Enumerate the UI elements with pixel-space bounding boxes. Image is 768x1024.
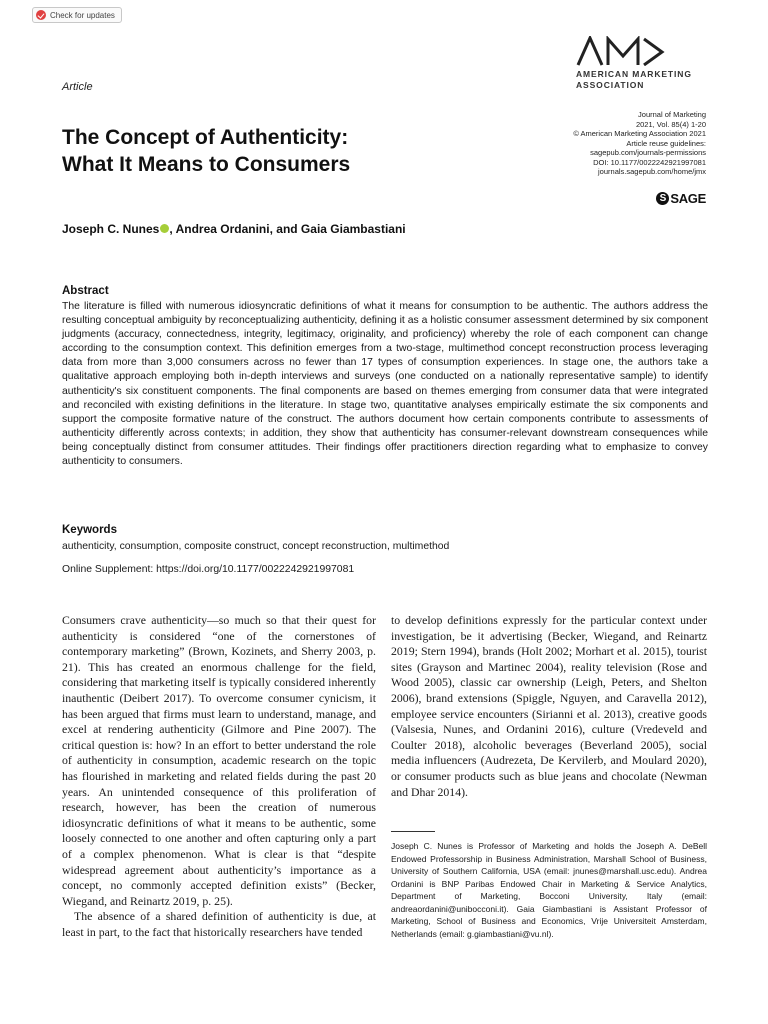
keywords-heading: Keywords [62, 524, 117, 536]
ama-logo-mark-icon [576, 36, 666, 66]
journal-copyright: © American Marketing Association 2021 [573, 129, 706, 138]
orcid-icon[interactable] [160, 224, 169, 233]
keywords-text: authenticity, consumption, composite construct, concept reconstruction, multimethod [62, 541, 450, 552]
body-paragraph: to develop definitions expressly for the particular context under investigation, be it advertising (Becker, Wiegand, and Reinartz 2019; Stern 1994), brands (Holt 2002; Morhart et al. 2015), tourist sites (Grayson and Martinec 2004), reality television (Rose and Wood 2005), classic car ownership (Leigh, Peters, and Shelton 2006), brand extensions (Spiggle, Nguyen, and Caravella 2012), employee service encounters (Sirianni et al. 2013), creative goods (Valsesia, Nunes, and Ordanini 2016), culture (Vredeveld and Coulter 2018), alcoholic beverages (Beverland 2005), social media influencers (Audrezeta, De Kervilerb, and Moulard 2020), or consumer products such as blue jeans and chocolate (Newman and Dhar 2014). [391, 613, 707, 799]
sage-logo: S SAGE [656, 191, 706, 206]
check-for-updates-badge[interactable] [32, 7, 122, 23]
abstract-heading: Abstract [62, 285, 109, 297]
body-paragraph: The absence of a shared definition of authenticity is due, at least in part, to the fact that historically researchers have tended [62, 909, 376, 939]
page-title: The Concept of Authenticity: What It Means to Consumers [62, 126, 351, 176]
doi-link[interactable]: DOI: 10.1177/0022242921997081 [593, 157, 706, 167]
reuse-guidelines-label: Article reuse guidelines: [626, 138, 706, 148]
ama-logo [576, 36, 711, 91]
journal-info [573, 110, 706, 177]
author-others: , Andrea Ordanini, and Gaia Giambastiani [169, 222, 406, 236]
check-updates-icon [36, 10, 46, 20]
author-first: Joseph C. Nunes [62, 222, 160, 236]
permissions-link[interactable]: sagepub.com/journals-permissions [590, 148, 706, 157]
body-column-left [62, 613, 376, 940]
journal-name: Journal of Marketing [638, 110, 706, 119]
ama-org-name: AMERICAN MARKETING ASSOCIATION [576, 69, 692, 90]
body-column-right [391, 613, 707, 800]
journal-volume: 2021, Vol. 85(4) 1-20 [635, 119, 706, 129]
footnote-divider [391, 831, 435, 832]
article-type-label: Article [62, 81, 93, 93]
body-paragraph: Consumers crave authenticity—so much so that their quest for authenticity is considered “one of the cornerstones of contemporary marketing” (Brown, Kozinets, and Sherry 2003, p. 21). This has created an enormous challenge for the field, considering that marketing itself is typically considered inherently inauthentic (Deibert 2017). To overcome consumer cynicism, it has been argued that firms must learn to understand, manage, and excel at rendering authenticity (Gilmore and Pine 2007). The critical question is: how? In an effort to better understand the role of authenticity in consumption, academic research on the topic has flourished in marketing and related fields during the past 20 years. An unintended consequence of this proliferation of research, however, has been the creation of numerous idiosyncratic definitions of what it means to be authentic, some loosely connected to one another and often capturing only a part of a complex phenomenon. What is clear is that “despite widespread agreement about authenticity’s importance as a concept, no commonly accepted definition exists” (Becker, Wiegand, and Reinartz 2019, p. 25). [62, 613, 376, 908]
journal-home-link[interactable]: journals.sagepub.com/home/jmx [598, 167, 706, 176]
sage-logo-icon: S [656, 192, 669, 205]
author-list [62, 222, 406, 236]
online-supplement-link[interactable]: Online Supplement: https://doi.org/10.1177/0022242921997081 [62, 564, 355, 575]
abstract-text: The literature is filled with numerous idiosyncratic definitions of what it means for consumption to be authentic. The authors address the resulting conceptual ambiguity by reconceptualizing authenticity, defining it as a holistic consumer assessment determined by six component judgments (accuracy, connectedness, integrity, legitimacy, originality, and proficiency) whereby the role of each component can change according to the consumption context. This definition emerges from a two-stage, multimethod concept reconstruction process leveraging data from more than 3,000 consumers across no fewer than 17 types of consumption experiences. In stage one, the authors take a qualitative approach employing both in-depth interviews and surveys (one conducted on a nationally representative sample) to identify authenticity's six constituent components. The final components are based on themes emerging from consumer data that were integrated and reconciled with existing definitions in the literature. In stage two, quantitative analyses empirically estimate the six components and support the composite formative nature of the construct. The authors document how certain components contribute to assessments of authenticity differently across contexts; in addition, they show that authenticity has consumer-relevant downstream consequences while being conceptually distinct from consumer attitudes. Their findings offer practitioners direction regarding what to emphasize to convey authenticity to consumers. [62, 301, 708, 468]
author-footnote: Joseph C. Nunes is Professor of Marketing and holds the Joseph A. DeBell Endowed Professorship in Business Administration, Marshall School of Business, University of Southern California, USA (email: jnunes@marshall.usc.edu). Andrea Ordanini is BNP Paribas Endowed Chair in Marketing & Service Analytics, Department of Marketing, Bocconi University, Italy (email: andreaordanini@unibocconi.it). Gaia Giambastiani is Assistant Professor of Marketing, School of Business and Economics, Vrije Universiteit Amsterdam, Netherlands (email: g.giambastiani@vu.nl). [391, 841, 707, 939]
check-for-updates-label: Check for updates [50, 10, 115, 20]
